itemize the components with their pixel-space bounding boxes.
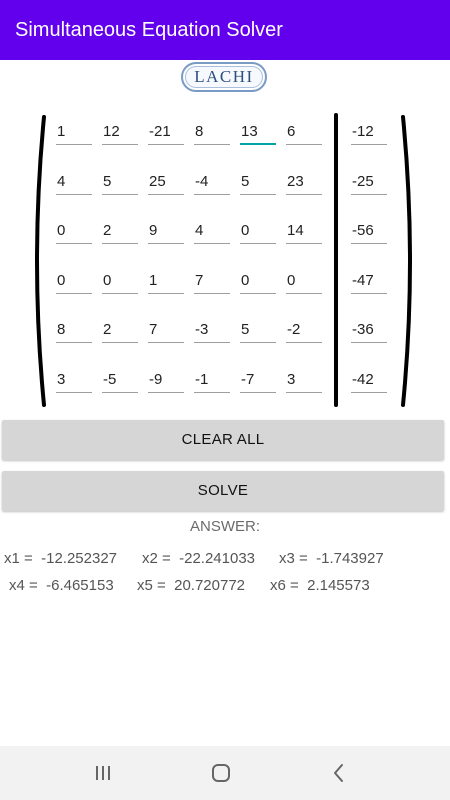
recent-apps-icon[interactable]	[91, 761, 115, 785]
coefficient-input[interactable]: 4	[56, 167, 92, 195]
coefficient-input[interactable]: -3	[194, 315, 230, 343]
coefficient-input[interactable]: -21	[148, 117, 184, 145]
result-x4: x4 = -6.465153	[9, 577, 114, 594]
coefficient-input[interactable]: 9	[148, 216, 184, 244]
constant-input[interactable]: -47	[351, 266, 387, 294]
home-icon[interactable]	[209, 761, 233, 785]
coefficient-input[interactable]: 3	[286, 365, 322, 393]
coefficient-input[interactable]: -1	[194, 365, 230, 393]
coefficient-input[interactable]: 13	[240, 117, 276, 145]
coefficient-input[interactable]: 2	[102, 315, 138, 343]
coefficient-input[interactable]: -2	[286, 315, 322, 343]
coefficient-input[interactable]: 0	[56, 266, 92, 294]
coefficient-input[interactable]: 3	[56, 365, 92, 393]
coefficient-input[interactable]: 0	[286, 266, 322, 294]
constant-input[interactable]: -36	[351, 315, 387, 343]
coefficient-input[interactable]: 6	[286, 117, 322, 145]
coefficient-input[interactable]: 8	[56, 315, 92, 343]
app-bar	[0, 0, 450, 60]
lachi-logo: LACHI	[181, 62, 267, 92]
coefficient-input[interactable]: 4	[194, 216, 230, 244]
right-parenthesis	[399, 115, 419, 407]
solve-button[interactable]: SOLVE	[2, 471, 444, 511]
app-title: Simultaneous Equation Solver	[15, 19, 283, 41]
coefficient-input[interactable]: 0	[102, 266, 138, 294]
coefficient-input[interactable]: 7	[148, 315, 184, 343]
system-nav-bar	[0, 746, 450, 800]
coefficient-input[interactable]: -5	[102, 365, 138, 393]
coefficient-input[interactable]: 5	[102, 167, 138, 195]
coefficient-input[interactable]: 2	[102, 216, 138, 244]
constant-input[interactable]: -12	[351, 117, 387, 145]
coefficient-input[interactable]: 5	[240, 167, 276, 195]
coefficient-input[interactable]: 12	[102, 117, 138, 145]
coefficient-input[interactable]: 0	[56, 216, 92, 244]
coefficient-input[interactable]: 0	[240, 266, 276, 294]
coefficient-input[interactable]: -9	[148, 365, 184, 393]
result-x2: x2 = -22.241033	[142, 550, 256, 567]
coefficient-input[interactable]: -7	[240, 365, 276, 393]
back-icon[interactable]	[327, 761, 351, 785]
answer-title: ANSWER:	[189, 518, 260, 535]
coefficient-input[interactable]: 8	[194, 117, 230, 145]
coefficient-input[interactable]: -4	[194, 167, 230, 195]
constant-input[interactable]: -42	[351, 365, 387, 393]
result-x5: x5 = 20.720772	[137, 577, 246, 594]
augment-divider	[334, 113, 338, 407]
coefficient-input[interactable]: 23	[286, 167, 322, 195]
coefficient-input[interactable]: 0	[240, 216, 276, 244]
constant-input[interactable]: -56	[351, 216, 387, 244]
coefficient-input[interactable]: 5	[240, 315, 276, 343]
result-x3: x3 = -1.743927	[279, 550, 384, 567]
coefficient-input[interactable]: 1	[148, 266, 184, 294]
constant-input[interactable]: -25	[351, 167, 387, 195]
clear-all-button[interactable]: CLEAR ALL	[2, 420, 444, 460]
result-x6: x6 = 2.145573	[270, 577, 370, 594]
coefficient-input[interactable]: 14	[286, 216, 322, 244]
coefficient-input[interactable]: 7	[194, 266, 230, 294]
left-parenthesis	[28, 115, 48, 407]
coefficient-input[interactable]: 25	[148, 167, 184, 195]
coefficient-input[interactable]: 1	[56, 117, 92, 145]
result-x1: x1 = -12.252327	[4, 550, 118, 567]
